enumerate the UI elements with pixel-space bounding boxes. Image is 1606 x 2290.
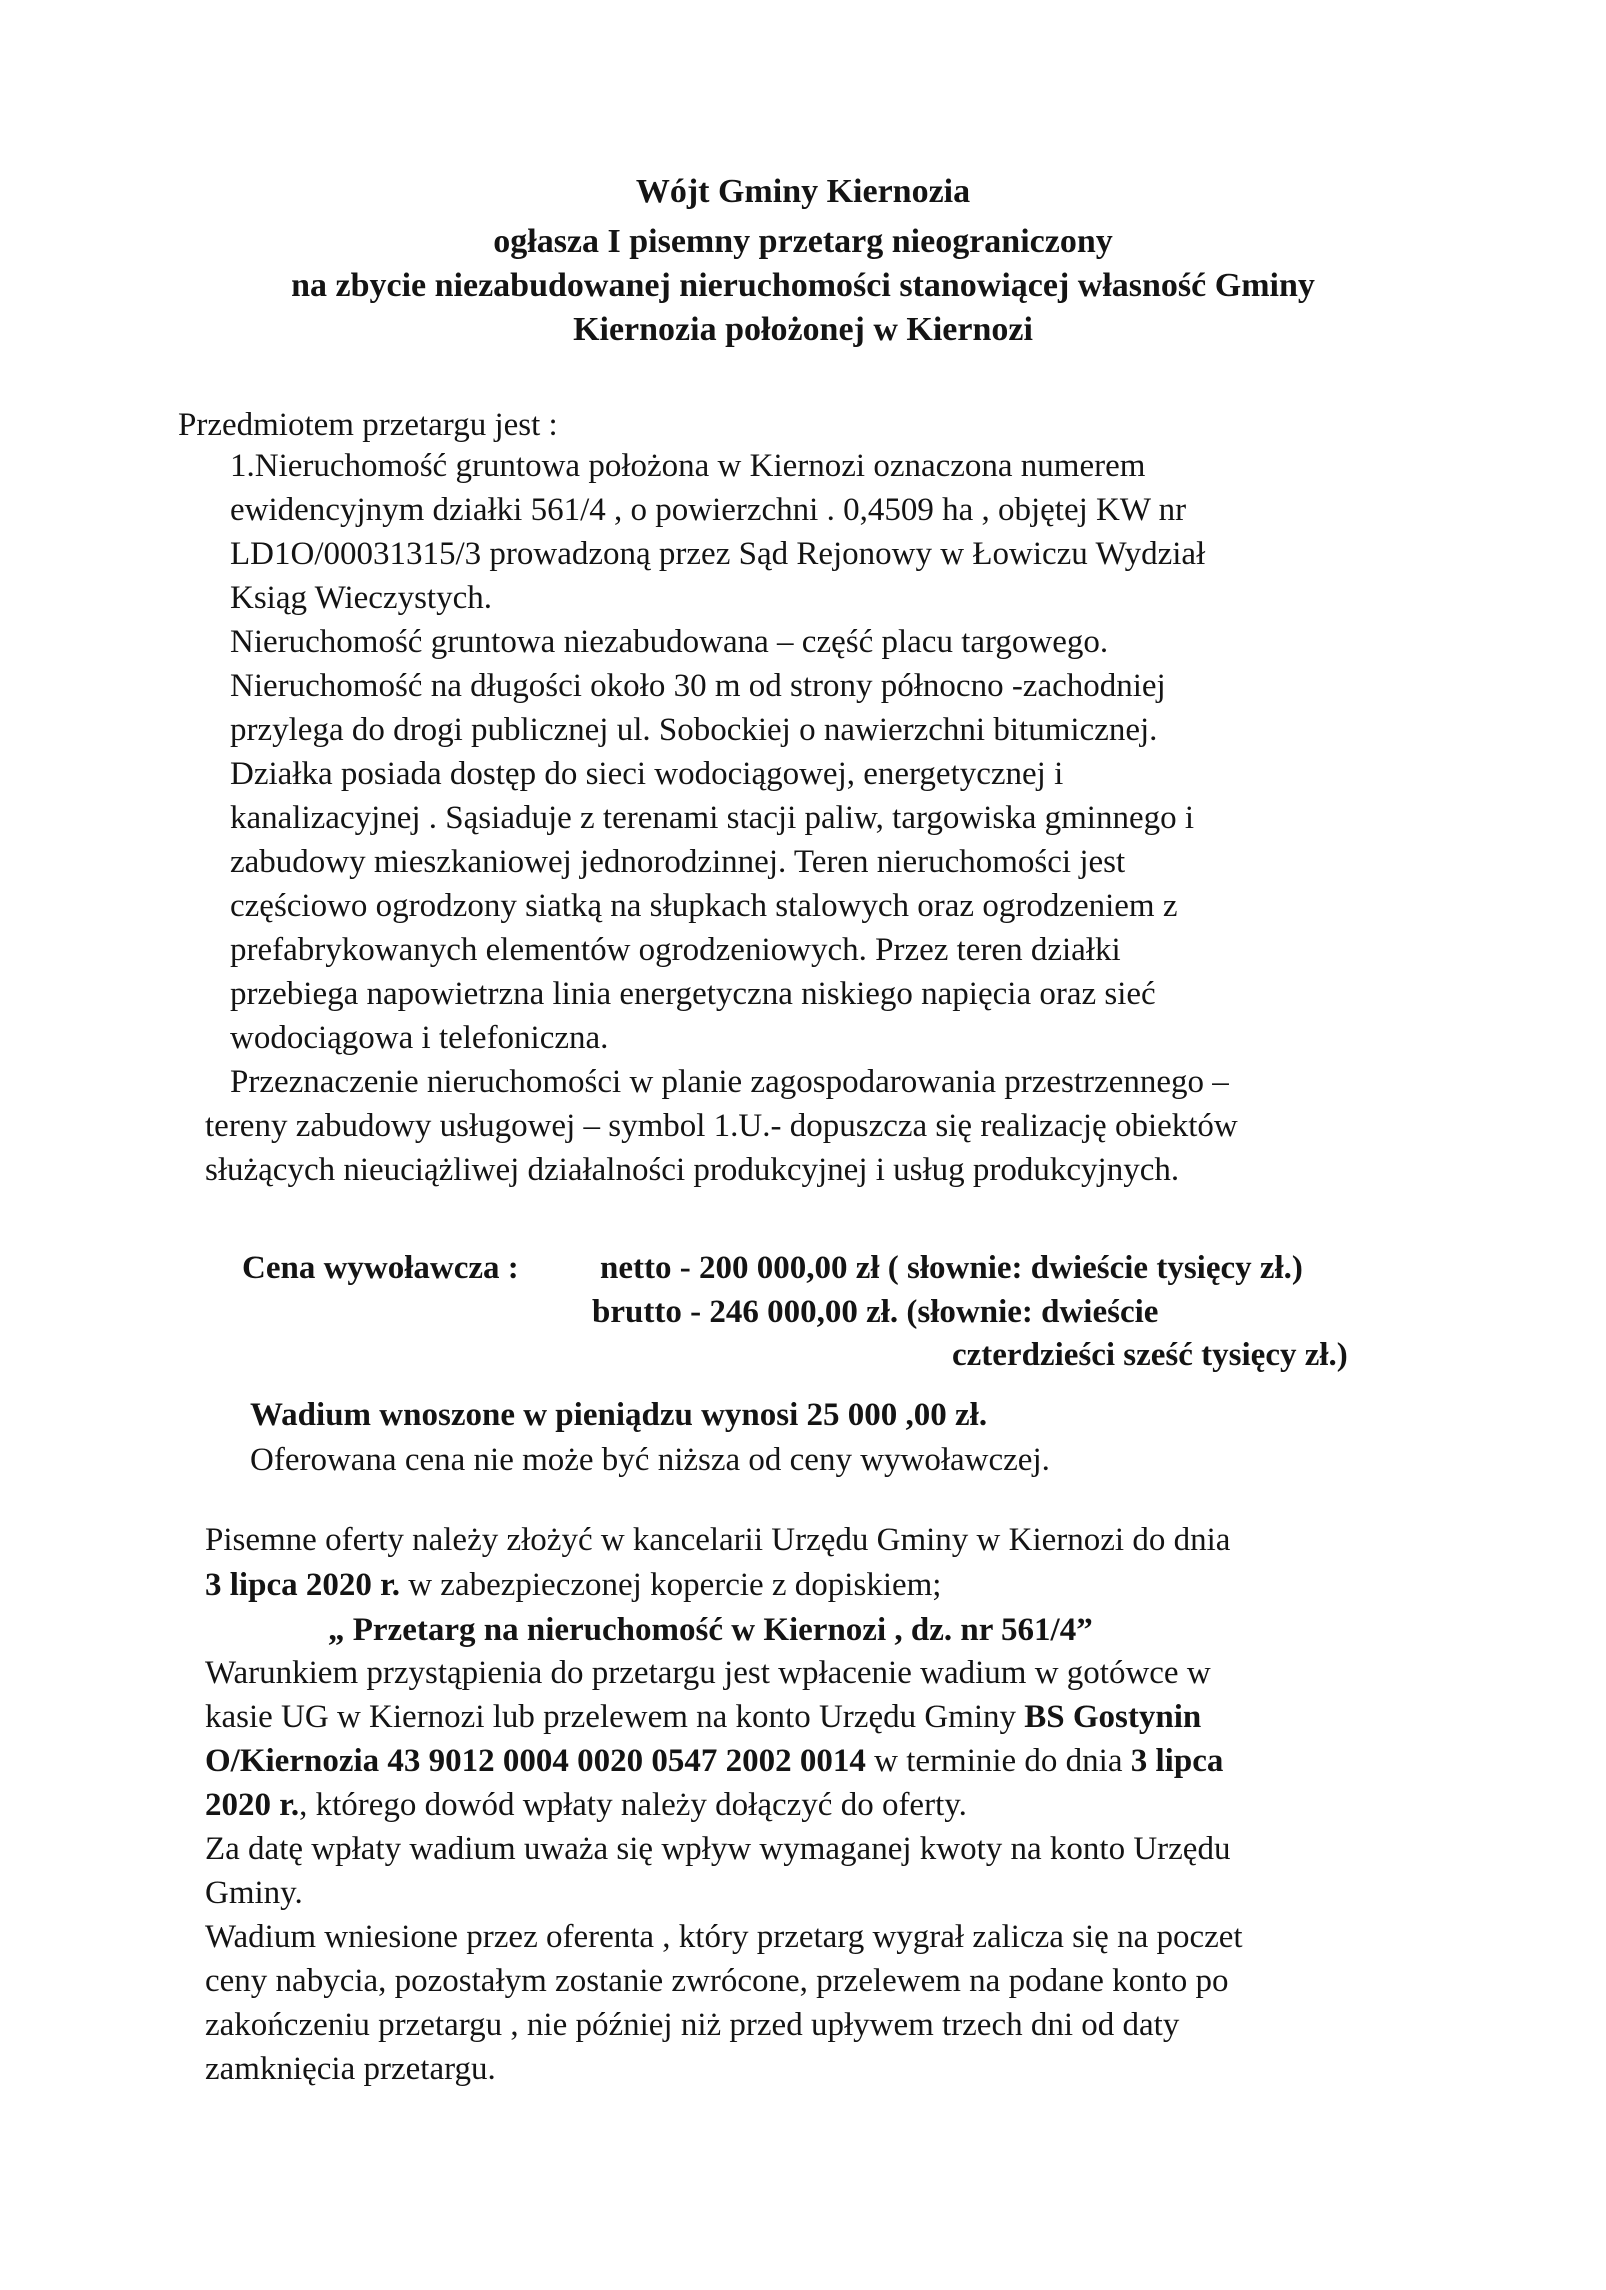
offers-line: zakończeniu przetargu , nie później niż przed upływem trzech dni od daty [205,2007,1180,2043]
description-line: przylega do drogi publicznej ul. Sobockiej o nawierzchni bitumicznej. [230,712,1158,748]
bank-account: O/Kiernozia 43 9012 0004 0020 0547 2002 0014 [205,1743,866,1779]
offers-line [205,1697,1201,1737]
description-line: zabudowy mieszkaniowej jednorodzinnej. Teren nieruchomości jest [230,844,1126,880]
description-line: prefabrykowanych elementów ogrodzeniowych. Przez teren działki [230,932,1121,968]
payment-year: 2020 r. [205,1787,300,1823]
offers-line: Pisemne oferty należy złożyć w kancelarii Urzędu Gminy w Kiernozi do dnia [205,1522,1231,1558]
description-line: przebiega napowietrzna linia energetyczna niskiego napięcia oraz sieć [230,976,1156,1012]
offers-line: ceny nabycia, pozostałym zostanie zwrócone, przelewem na podane konto po [205,1963,1229,1999]
envelope-inscription: „ Przetarg na nieruchomość w Kiernozi , dz. nr 561/4” [328,1612,1093,1648]
offers-line [205,1565,941,1605]
price-label: Cena wywoławcza : [242,1250,519,1286]
payment-date: 3 lipca [1130,1743,1224,1779]
offers-line [205,1741,1223,1781]
offers-line: Gminy. [205,1875,303,1911]
description-line: kanalizacyjnej . Sąsiaduje z terenami stacji paliw, targowiska gminnego i [230,800,1195,836]
description-line: służących nieuciążliwej działalności produkcyjnej i usług produkcyjnych. [205,1152,1180,1188]
intro-line: Przedmiotem przetargu jest : [178,407,558,443]
bank-name: BS Gostynin [1024,1699,1202,1735]
price-netto: netto - 200 000,00 zł ( słownie: dwieście tysięcy zł.) [600,1250,1303,1286]
deadline-date: 3 lipca 2020 r. [205,1567,400,1603]
description-line: Działka posiada dostęp do sieci wodociągowej, energetycznej i [230,756,1064,792]
offers-text: w zabezpieczonej kopercie z dopiskiem; [399,1567,942,1603]
offers-line: Wadium wniesione przez oferenta , który przetarg wygrał zalicza się na poczet [205,1919,1243,1955]
offers-text: kasie UG w Kiernozi lub przelewem na konto Urzędu Gminy [205,1699,1025,1735]
description-line: wodociągowa i telefoniczna. [230,1020,609,1056]
description-line: 1.Nieruchomość gruntowa położona w Kiernozi oznaczona numerem [230,448,1146,484]
offers-text: w terminie do dnia [865,1743,1131,1779]
title-line-1: Wójt Gminy Kiernozia [635,173,971,210]
offers-line: zamknięcia przetargu. [205,2051,496,2087]
description-line: częściowo ogrodzony siatką na słupkach stalowych oraz ogrodzeniem z [230,888,1178,924]
description-line: Przeznaczenie nieruchomości w planie zagospodarowania przestrzennego – [230,1064,1229,1100]
wadium-note: Oferowana cena nie może być niższa od ceny wywoławczej. [250,1442,1050,1478]
offers-line: Warunkiem przystąpienia do przetargu jest wpłacenie wadium w gotówce w [205,1655,1211,1691]
offers-line [205,1785,967,1825]
title-line-4: Kiernozia położonej w Kiernozi [573,311,1033,348]
description-line: ewidencyjnym działki 561/4 , o powierzchni . 0,4509 ha , objętej KW nr [230,492,1187,528]
description-line: LD1O/00031315/3 prowadzoną przez Sąd Rejonowy w Łowiczu Wydział [230,536,1206,572]
offers-text: , którego dowód wpłaty należy dołączyć do oferty. [299,1787,967,1823]
price-brutto-line-2: czterdzieści sześć tysięcy zł.) [952,1337,1348,1373]
title-line-3: na zbycie niezabudowanej nieruchomości stanowiącej własność Gminy [291,267,1315,304]
price-brutto-line-1: brutto - 246 000,00 zł. (słownie: dwieście [592,1294,1159,1330]
description-line: Nieruchomość gruntowa niezabudowana – część placu targowego. [230,624,1109,660]
description-line: Ksiąg Wieczystych. [230,580,492,616]
title-line-2: ogłasza I pisemny przetarg nieograniczony [493,223,1113,260]
description-line: tereny zabudowy usługowej – symbol 1.U.- dopuszcza się realizację obiektów [205,1108,1238,1144]
wadium-line: Wadium wnoszone w pieniądzu wynosi 25 000 ,00 zł. [250,1397,988,1433]
offers-line: Za datę wpłaty wadium uważa się wpływ wymaganej kwoty na konto Urzędu [205,1831,1231,1867]
description-line: Nieruchomość na długości około 30 m od strony północno -zachodniej [230,668,1166,704]
